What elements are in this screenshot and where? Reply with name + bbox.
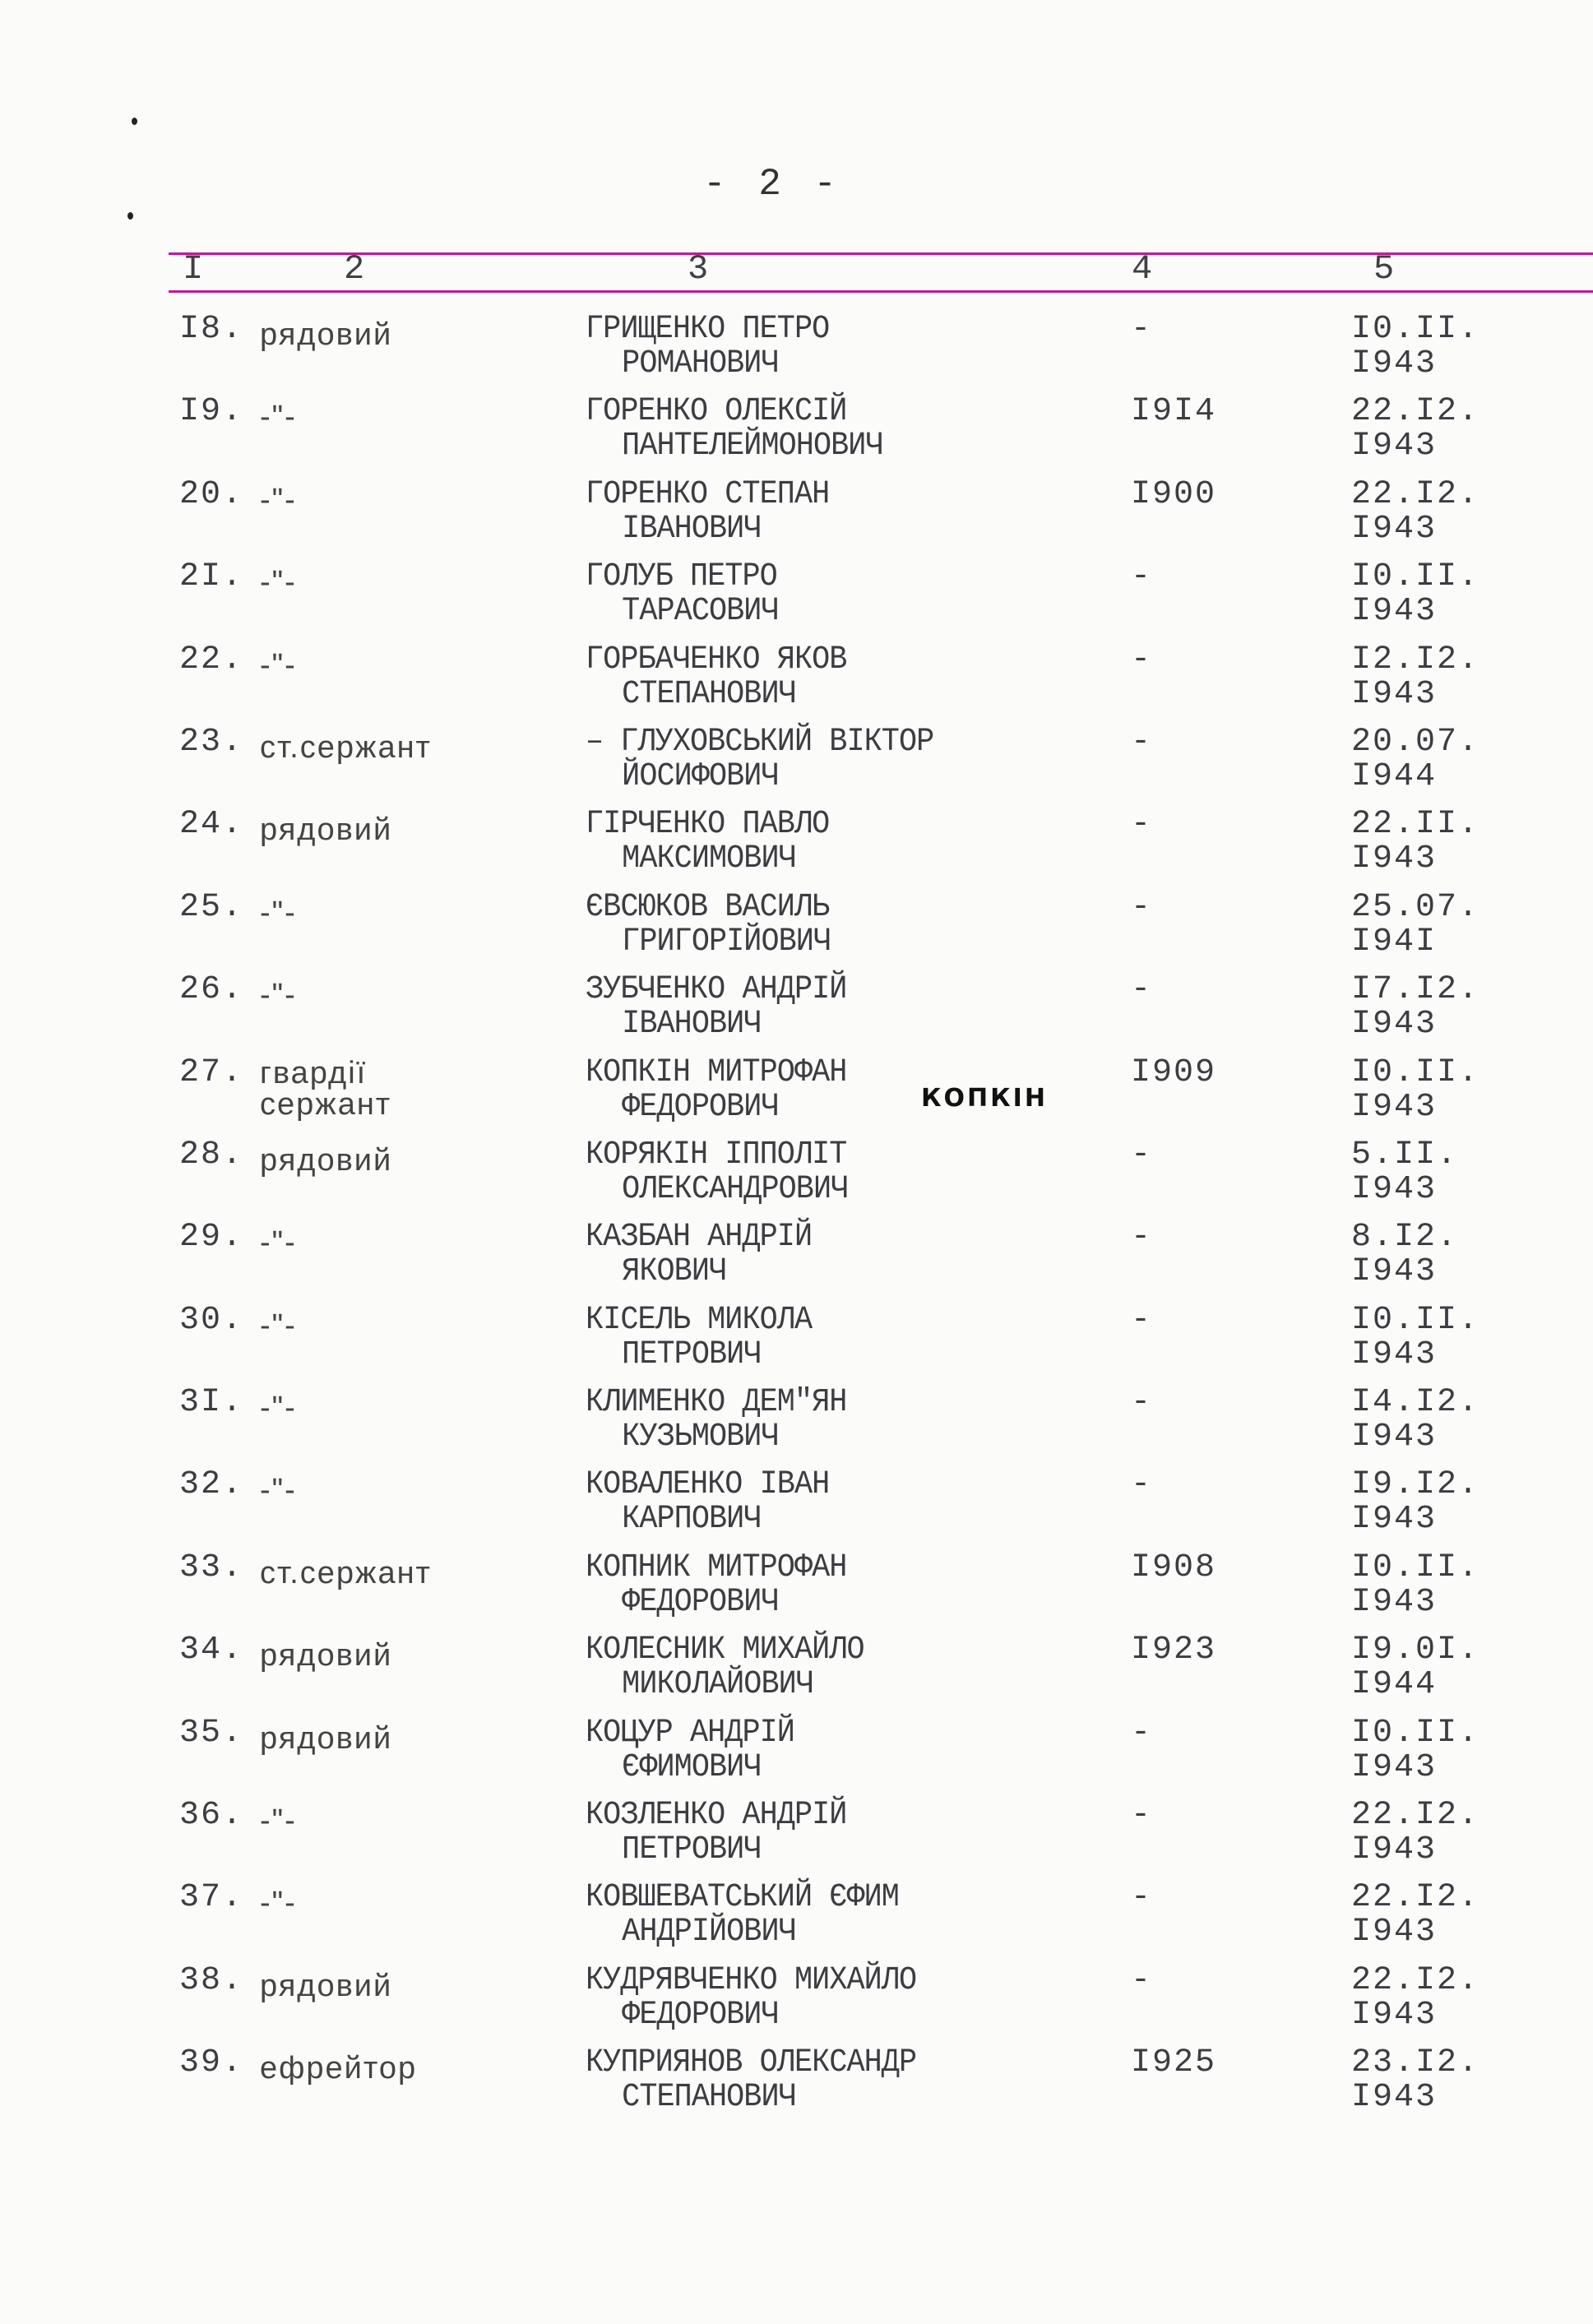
date-day-month: 22.I2. [1351, 1879, 1480, 1917]
rank: -"- [260, 482, 297, 517]
date-cell [1351, 1716, 1480, 1785]
rank-cell [260, 1887, 297, 1919]
surname-first-name: ЗУБЧЕНКО АНДРІЙ [586, 971, 847, 1009]
patronymic: ОЛЕКСАНДРОВИЧ [622, 1170, 849, 1208]
date-year: I943 [1351, 510, 1438, 548]
birth-year: - [1131, 1136, 1153, 1174]
surname-first-name: ГОРЕНКО СТЕПАН [586, 475, 830, 513]
full-name [586, 1961, 917, 2034]
birth-year: I923 [1131, 1632, 1217, 1669]
full-name [586, 312, 829, 382]
row-number: 37. [179, 1879, 244, 1917]
date-cell [1351, 312, 1480, 382]
row-number: 34. [179, 1632, 244, 1669]
patronymic: ПЕТРОВИЧ [622, 1336, 762, 1373]
date-year: I943 [1351, 1253, 1438, 1291]
surname-first-name: КОЗЛЕНКО АНДРІЙ [586, 1797, 847, 1835]
table-row [0, 475, 1593, 560]
handwritten-note: КОПКІН [921, 1084, 1048, 1113]
surname-first-name: ЄВСЮКОВ ВАСИЛЬ [586, 888, 830, 926]
row-number: 23. [179, 723, 244, 761]
rank: рядовий [260, 1142, 393, 1178]
surname-first-name: – ГЛУХОВСЬКИЙ ВІКТОР [586, 723, 934, 761]
table-row [0, 1551, 1593, 1633]
full-name [586, 1220, 812, 1289]
surname-first-name: КОПКІН МИТРОФАН [586, 1053, 847, 1091]
birth-year: - [1131, 641, 1153, 678]
birth-year: - [1131, 971, 1153, 1009]
full-name [586, 475, 830, 548]
table-row [0, 643, 1593, 725]
date-day-month: 5.II. [1351, 1136, 1459, 1174]
row-number: 33. [179, 1549, 244, 1586]
date-day-month: I0.II. [1351, 1301, 1480, 1339]
date-cell [1351, 1961, 1480, 2034]
rank-cell [260, 1970, 392, 2002]
surname-first-name: КОВШЕВАТСЬКИЙ ЄФИМ [586, 1879, 899, 1917]
column-header: 2 [344, 249, 365, 289]
patronymic: АНДРІЙОВИЧ [622, 1914, 796, 1951]
full-name [586, 1551, 846, 1620]
surname-first-name: ГІРЧЕНКО ПАВЛО [586, 806, 830, 844]
rank: рядовий [260, 812, 393, 848]
surname-first-name: ГОРЕНКО ОЛЕКСІЙ [586, 393, 847, 431]
date-cell [1351, 1881, 1480, 1950]
rank: рядовий [260, 1638, 393, 1674]
table-row [0, 1303, 1593, 1386]
date-day-month: 22.I2. [1351, 1797, 1480, 1835]
rank: ефрейтор [260, 2051, 418, 2086]
table-row [0, 560, 1593, 642]
date-day-month: 22.I2. [1351, 393, 1480, 431]
birth-year: - [1131, 806, 1153, 844]
rank-cell [260, 319, 392, 350]
rank-cell [260, 1142, 393, 1178]
date-year: I943 [1351, 1996, 1438, 2034]
date-year: I944 [1351, 757, 1438, 795]
rank-cell [260, 729, 432, 765]
column-header: I [183, 249, 204, 289]
table-row [0, 2046, 1593, 2128]
birth-year: I908 [1131, 1549, 1217, 1586]
rank: -"- [260, 895, 297, 930]
date-year: I944 [1351, 1666, 1438, 1704]
date-cell [1351, 1303, 1480, 1373]
patronymic: ГРИГОРІЙОВИЧ [622, 923, 831, 961]
rank: -"- [260, 1803, 297, 1839]
rank: -"- [260, 1391, 297, 1426]
date-year: I94I [1351, 923, 1438, 961]
table-row [0, 973, 1593, 1055]
rank: -"- [260, 1886, 297, 1921]
full-name [586, 888, 831, 961]
table-row [0, 1386, 1593, 1468]
date-day-month: I0.II. [1351, 1549, 1480, 1586]
date-year: I943 [1351, 1583, 1438, 1621]
full-name [586, 808, 829, 877]
column-header: 3 [688, 249, 709, 289]
date-year: I943 [1351, 1831, 1438, 1869]
surname-first-name: КОПНИК МИТРОФАН [586, 1549, 847, 1586]
column-header: 5 [1373, 249, 1395, 289]
date-day-month: 8.I2. [1351, 1219, 1459, 1257]
surname-first-name: КУПРИЯНОВ ОЛЕКСАНДР [586, 2044, 917, 2082]
full-name [586, 1138, 848, 1207]
date-cell [1351, 1799, 1480, 1868]
table-row [0, 1961, 1593, 2046]
date-cell [1351, 888, 1480, 961]
rank-cell [260, 1225, 297, 1261]
surname-first-name: ГОЛУБ ПЕТРО [586, 558, 777, 596]
rank-cell [260, 1720, 393, 1756]
table-row [0, 1138, 1593, 1220]
surname-first-name: ГРИЩЕНКО ПЕТРО [586, 311, 830, 348]
rank-cell [260, 1803, 297, 1839]
row-number: 22. [179, 641, 244, 678]
date-day-month: I9.0I. [1351, 1632, 1480, 1669]
date-day-month: I0.II. [1351, 1714, 1480, 1752]
rank: рядовий [260, 1968, 393, 2003]
date-cell [1351, 973, 1480, 1042]
full-name [586, 725, 933, 794]
rank-line2: сержант [260, 1086, 392, 1122]
row-number: 20. [179, 475, 244, 513]
birth-year: - [1131, 1466, 1153, 1504]
date-day-month: I4.I2. [1351, 1384, 1480, 1422]
rank-cell [260, 567, 297, 598]
row-number: 2I. [179, 558, 244, 596]
row-number: 24. [179, 806, 244, 844]
birth-year: - [1131, 888, 1153, 926]
date-day-month: 22.II. [1351, 806, 1480, 844]
rank-cell [260, 1392, 297, 1424]
full-name [586, 560, 779, 629]
surname-first-name: КОЛЕСНИК МИХАЙЛО [586, 1632, 864, 1669]
full-name [586, 2046, 916, 2115]
surname-first-name: КІСЕЛЬ МИКОЛА [586, 1301, 813, 1339]
patronymic: ФЕДОРОВИЧ [622, 1583, 779, 1621]
date-day-month: I7.I2. [1351, 971, 1480, 1009]
row-number: 36. [179, 1797, 244, 1835]
date-year: I943 [1351, 1501, 1438, 1539]
rank-cell [260, 1638, 393, 1674]
rank: -"- [260, 1308, 297, 1343]
patronymic: ТАРАСОВИЧ [622, 593, 779, 631]
row-number: I9. [179, 393, 244, 431]
row-number: 29. [179, 1219, 244, 1257]
rank: -"- [260, 400, 297, 435]
table-row [0, 1468, 1593, 1550]
rank-cell [260, 401, 297, 433]
column-header: 4 [1132, 249, 1153, 289]
patronymic: ІВАНОВИЧ [622, 1006, 762, 1044]
patronymic: РОМАНОВИЧ [622, 345, 779, 382]
rank: -"- [260, 647, 297, 683]
birth-year: - [1131, 311, 1153, 348]
patronymic: МИКОЛАЙОВИЧ [622, 1666, 813, 1704]
full-name [586, 1303, 812, 1373]
rank-cell [260, 484, 297, 516]
rank: -"- [260, 978, 297, 1013]
rank: ст.сержант [260, 1555, 432, 1590]
birth-year: I9I4 [1131, 393, 1217, 431]
date-year: I943 [1351, 1006, 1438, 1044]
row-number: 26. [179, 971, 244, 1009]
rank: рядовий [260, 317, 393, 352]
row-number: 35. [179, 1714, 244, 1752]
page-number: - 2 - [703, 163, 842, 206]
patronymic: ФЕДОРОВИЧ [622, 1088, 779, 1126]
full-name [586, 1716, 794, 1785]
patronymic: ЙОСИФОВИЧ [622, 757, 779, 795]
table-row [0, 395, 1593, 477]
date-day-month: I9.I2. [1351, 1466, 1480, 1504]
date-year: I943 [1351, 1170, 1438, 1208]
date-day-month: 25.07. [1351, 888, 1480, 926]
rank-cell [260, 979, 297, 1011]
date-cell [1351, 808, 1480, 877]
full-name [586, 1881, 899, 1950]
header-rule-bottom [169, 290, 1593, 293]
rank-cell [260, 1555, 432, 1590]
margin-mark [132, 118, 137, 125]
surname-first-name: КАЗБАН АНДРІЙ [586, 1219, 813, 1257]
full-name [586, 1386, 846, 1455]
date-cell [1351, 1551, 1480, 1620]
patronymic: КУЗЬМОВИЧ [622, 1419, 779, 1456]
patronymic: МАКСИМОВИЧ [622, 840, 796, 878]
date-cell [1351, 725, 1480, 794]
patronymic: СТЕПАНОВИЧ [622, 675, 796, 713]
surname-first-name: КОВАЛЕНКО ІВАН [586, 1466, 830, 1504]
row-number: 38. [179, 1961, 244, 1999]
patronymic: ЯКОВИЧ [622, 1253, 727, 1291]
date-cell [1351, 395, 1480, 464]
date-year: I943 [1351, 2079, 1438, 2117]
date-cell [1351, 1220, 1458, 1289]
rank: -"- [260, 1225, 297, 1261]
rank-cell [260, 897, 297, 928]
table-row [0, 1881, 1593, 1963]
surname-first-name: КУДРЯВЧЕНКО МИХАЙЛО [586, 1961, 917, 1999]
birth-year: - [1131, 558, 1153, 596]
table-row [0, 808, 1593, 890]
row-number: 39. [179, 2044, 244, 2082]
full-name [586, 395, 883, 464]
table-row [0, 1716, 1593, 1799]
surname-first-name: КОЦУР АНДРІЙ [586, 1714, 794, 1752]
patronymic: ПАНТЕЛЕЙМОНОВИЧ [622, 428, 883, 465]
date-cell [1351, 2046, 1480, 2115]
date-day-month: I2.I2. [1351, 641, 1480, 678]
date-cell [1351, 1633, 1480, 1702]
row-number: 25. [179, 888, 244, 926]
date-cell [1351, 475, 1480, 548]
patronymic: СТЕПАНОВИЧ [622, 2079, 796, 2117]
date-day-month: 22.I2. [1351, 1961, 1480, 1999]
date-cell [1351, 1053, 1480, 1126]
date-cell [1351, 643, 1480, 712]
date-year: I943 [1351, 428, 1438, 465]
full-name [586, 1053, 847, 1126]
patronymic: ЄФИМОВИЧ [622, 1748, 762, 1786]
patronymic: КАРПОВИЧ [622, 1501, 762, 1539]
patronymic: ПЕТРОВИЧ [622, 1831, 762, 1869]
surname-first-name: ГОРБАЧЕНКО ЯКОВ [586, 641, 847, 678]
date-day-month: 23.I2. [1351, 2044, 1480, 2082]
date-day-month: I0.II. [1351, 311, 1480, 348]
full-name [586, 643, 846, 712]
rank: -"- [260, 1473, 297, 1508]
date-day-month: 20.07. [1351, 723, 1480, 761]
birth-year: - [1131, 1219, 1153, 1257]
date-year: I943 [1351, 345, 1438, 382]
rank-cell [260, 1474, 297, 1506]
birth-year: - [1131, 723, 1153, 761]
birth-year: - [1131, 1301, 1153, 1339]
rank: ст.сержант [260, 729, 432, 765]
table-row [0, 888, 1593, 973]
date-cell [1351, 560, 1480, 629]
birth-year: I909 [1131, 1053, 1217, 1091]
birth-year: I900 [1131, 475, 1217, 513]
birth-year: I925 [1131, 2044, 1217, 2082]
table-row [0, 1633, 1593, 1715]
date-cell [1351, 1468, 1480, 1537]
surname-first-name: КЛИМЕНКО ДЕМ"ЯН [586, 1384, 847, 1422]
full-name [586, 1633, 864, 1702]
row-number: 27. [179, 1053, 244, 1091]
row-number: I8. [179, 311, 244, 348]
margin-mark [127, 212, 133, 220]
rank-cell [260, 1055, 392, 1122]
rank: рядовий [260, 1720, 393, 1756]
date-day-month: 22.I2. [1351, 475, 1480, 513]
table-row [0, 1053, 1593, 1138]
rank: гвардії [260, 1055, 368, 1090]
birth-year: - [1131, 1714, 1153, 1752]
row-number: 28. [179, 1136, 244, 1174]
date-day-month: I0.II. [1351, 1053, 1480, 1091]
full-name [586, 1468, 829, 1537]
rank-cell [260, 812, 393, 848]
date-year: I943 [1351, 1088, 1438, 1126]
row-number: 30. [179, 1301, 244, 1339]
date-year: I943 [1351, 1748, 1438, 1786]
date-cell [1351, 1138, 1458, 1207]
date-year: I943 [1351, 675, 1438, 713]
birth-year: - [1131, 1879, 1153, 1917]
date-year: I943 [1351, 1336, 1438, 1373]
rank: -"- [260, 565, 297, 600]
table-row [0, 1220, 1593, 1303]
date-cell [1351, 1386, 1480, 1455]
row-number: 32. [179, 1466, 244, 1504]
full-name [586, 1799, 846, 1868]
birth-year: - [1131, 1797, 1153, 1835]
record-list [0, 312, 1593, 2129]
surname-first-name: КОРЯКІН ІППОЛІТ [586, 1136, 847, 1174]
table-row [0, 312, 1593, 395]
date-day-month: I0.II. [1351, 558, 1480, 596]
row-number: 3I. [179, 1384, 244, 1422]
patronymic: ІВАНОВИЧ [622, 510, 762, 548]
full-name [586, 973, 846, 1042]
table-row [0, 1799, 1593, 1881]
table-row [0, 725, 1593, 808]
date-year: I943 [1351, 1914, 1438, 1951]
date-year: I943 [1351, 593, 1438, 631]
date-year: I943 [1351, 1419, 1438, 1456]
birth-year: - [1131, 1384, 1153, 1422]
date-year: I943 [1351, 840, 1438, 878]
birth-year: - [1131, 1961, 1153, 1999]
patronymic: ФЕДОРОВИЧ [622, 1996, 779, 2034]
rank-cell [260, 1310, 297, 1341]
rank-cell [260, 2053, 417, 2084]
rank-cell [260, 647, 297, 683]
